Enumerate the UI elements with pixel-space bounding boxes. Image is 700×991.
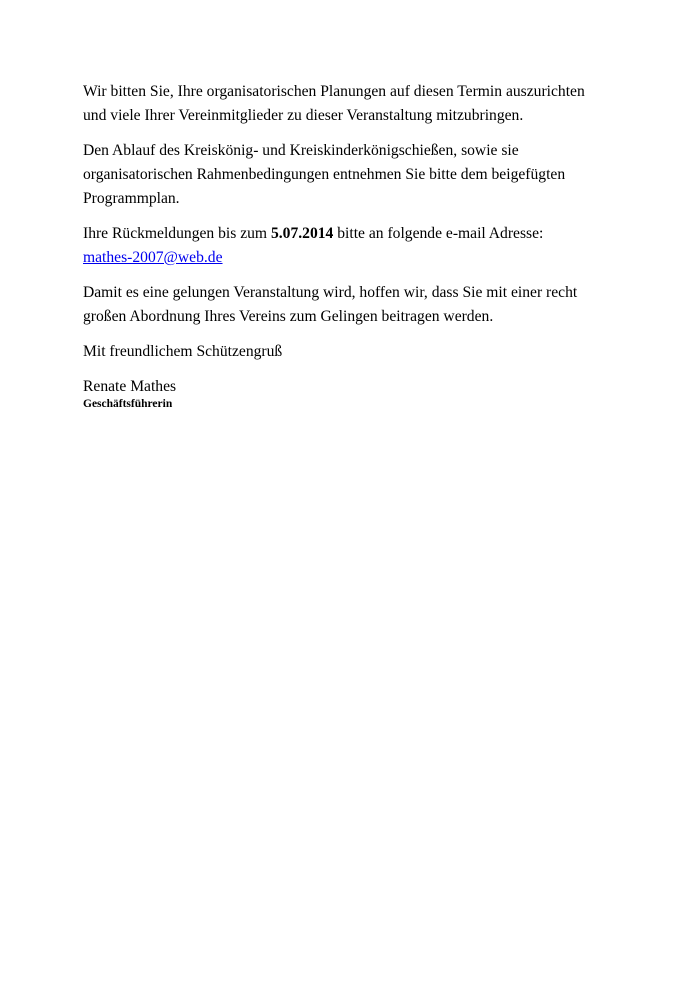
closing-greeting <box>83 340 643 364</box>
letter-body <box>83 80 643 411</box>
text-line: Wir bitten Sie, Ihre organisatorischen Planungen auf diesen Termin auszurichten <box>83 83 585 100</box>
text-line: Programmplan. <box>83 190 180 207</box>
text-line: und viele Ihrer Vereinmitglieder zu dieser Veranstaltung mitzubringen. <box>83 107 524 124</box>
greeting-text: Mit freundlichem Schützengruß <box>83 343 283 360</box>
email-line <box>83 246 643 270</box>
signature-block <box>83 375 643 411</box>
signature-title: Geschäftsführerin <box>83 398 173 410</box>
response-prefix: Ihre Rückmeldungen bis zum <box>83 225 271 242</box>
text-line: organisatorischen Rahmenbedingungen entnehmen Sie bitte dem beigefügten <box>83 166 566 183</box>
paragraph-planning <box>83 80 643 128</box>
response-line <box>83 222 643 246</box>
response-deadline: 5.07.2014 <box>270 225 334 242</box>
signature-name: Renate Mathes <box>83 378 177 395</box>
text-line: Damit es eine gelungen Veranstaltung wird, hoffen wir, dass Sie mit einer recht <box>83 284 578 301</box>
paragraph-closing-wish <box>83 281 643 329</box>
email-link[interactable]: mathes-2007@web.de <box>83 249 223 266</box>
response-suffix: bitte an folgende e-mail Adresse: <box>333 225 544 242</box>
text-line: großen Abordnung Ihres Vereins zum Gelingen beitragen werden. <box>83 308 494 325</box>
paragraph-response <box>83 222 643 270</box>
paragraph-program <box>83 139 643 211</box>
text-line: Den Ablauf des Kreiskönig- und Kreiskinderkönigschießen, sowie sie <box>83 142 519 159</box>
